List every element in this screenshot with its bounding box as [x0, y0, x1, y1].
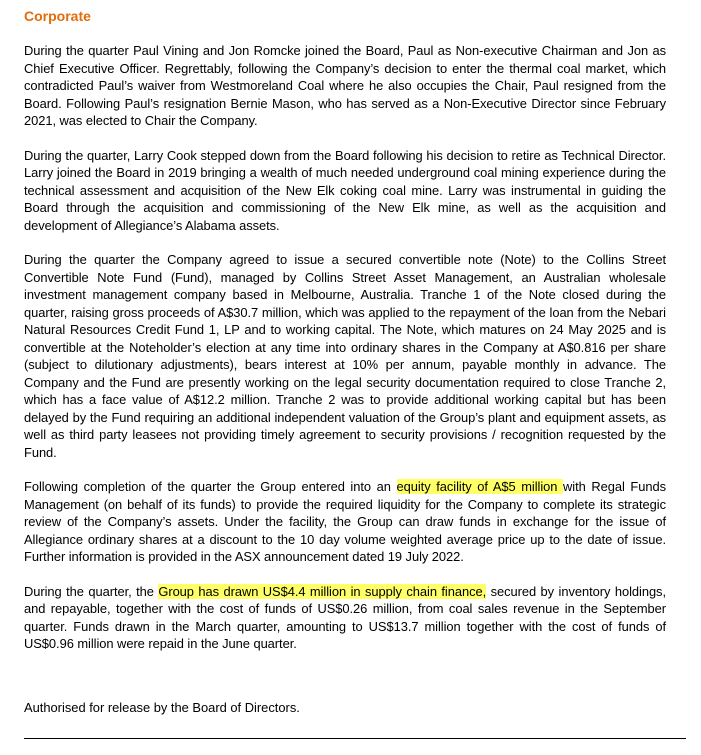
paragraph-text: Following completion of the quarter the Group entered into an	[24, 479, 397, 494]
paragraph-text: During the quarter, the	[24, 583, 159, 599]
paragraph-equity-facility	[24, 478, 666, 566]
footer-divider	[24, 738, 686, 739]
authorisation-statement: Authorised for release by the Board of Directors.	[24, 700, 300, 715]
paragraph-technical-director: During the quarter, Larry Cook stepped down from the Board following his decision to retire as Technical Director. Larry joined the Board in 2019 bringing a wealth of much needed underground coal mining experience during the technical assessment and acquisition of the New Elk coking coal mine. Larry was instrumental in guiding the Board through the acquisition and commissioning of the New Elk mine, as well as the acquisition and development of Allegiance’s Alabama assets.	[24, 147, 666, 233]
section-heading: Corporate	[24, 8, 91, 24]
highlighted-text: Group has drawn US$4.4 million in supply chain finance,	[158, 583, 487, 599]
document-page	[24, 6, 666, 670]
highlighted-text: equity facility of A$5 million	[396, 479, 564, 494]
paragraph-convertible-note: During the quarter the Company agreed to issue a secured convertible note (Note) to the Collins Street Convertible Note Fund (Fund), managed by Collins Street Asset Management, an Australian wholesale investment management company based in Melbourne, Australia. Tranche 1 of the Note closed during the quarter, raising gross proceeds of A$30.7 million, which was applied to the repayment of the loan from the Nebari Natural Resources Credit Fund 1, LP and to working capital. The Note, which matures on 24 May 2025 and is convertible at the Noteholder’s election at any time into ordinary shares in the Company at A$0.816 per share (subject to dilutionary adjustments), bears interest at 10% per annum, payable monthly in advance. The Company and the Fund are presently working on the legal security documentation required to close Tranche 2, which has a face value of A$12.2 million. Tranche 2 was to provide additional working capital but has been delayed by the Fund requiring an additional independent valuation of the Group’s plant and equipment assets, as well as third party leasees not providing timely agreement to security provisions / recognition requested by the Fund.	[24, 252, 666, 460]
paragraph-text: secured by inventory holdings, and repayable, together with the cost of funds of US$0.26 million, from coal sales revenue in the September quarter. Funds drawn in the March quarter, amounting to US$13.7 million together with the cost of funds of US$0.96 million were repaid in the June quarter.	[24, 583, 666, 651]
paragraph-board-changes: During the quarter Paul Vining and Jon Romcke joined the Board, Paul as Non-executive Chairman and Jon as Chief Executive Officer. Regrettably, following the Company’s decision to enter the thermal coal market, which contradicted Paul’s waiver from Westmoreland Coal where he also occupies the Chair, Paul resigned from the Board. Following Paul’s resignation Bernie Mason, who has served as a Non-Executive Director since February 2021, was elected to Chair the Company.	[24, 43, 666, 128]
paragraph-supply-chain-finance	[24, 583, 666, 653]
paragraph-text: with Regal Funds Management (on behalf of its funds) to provide the required liquidity for the Company to complete its strategic review of the Company’s assets. Under the facility, the Group can draw funds in exchange for the issue of Allegiance ordinary shares at a discount to the 10 day volume weighted average price up to the date of issue. Further information is provided in the ASX announcement dated 19 July 2022.	[24, 479, 667, 564]
